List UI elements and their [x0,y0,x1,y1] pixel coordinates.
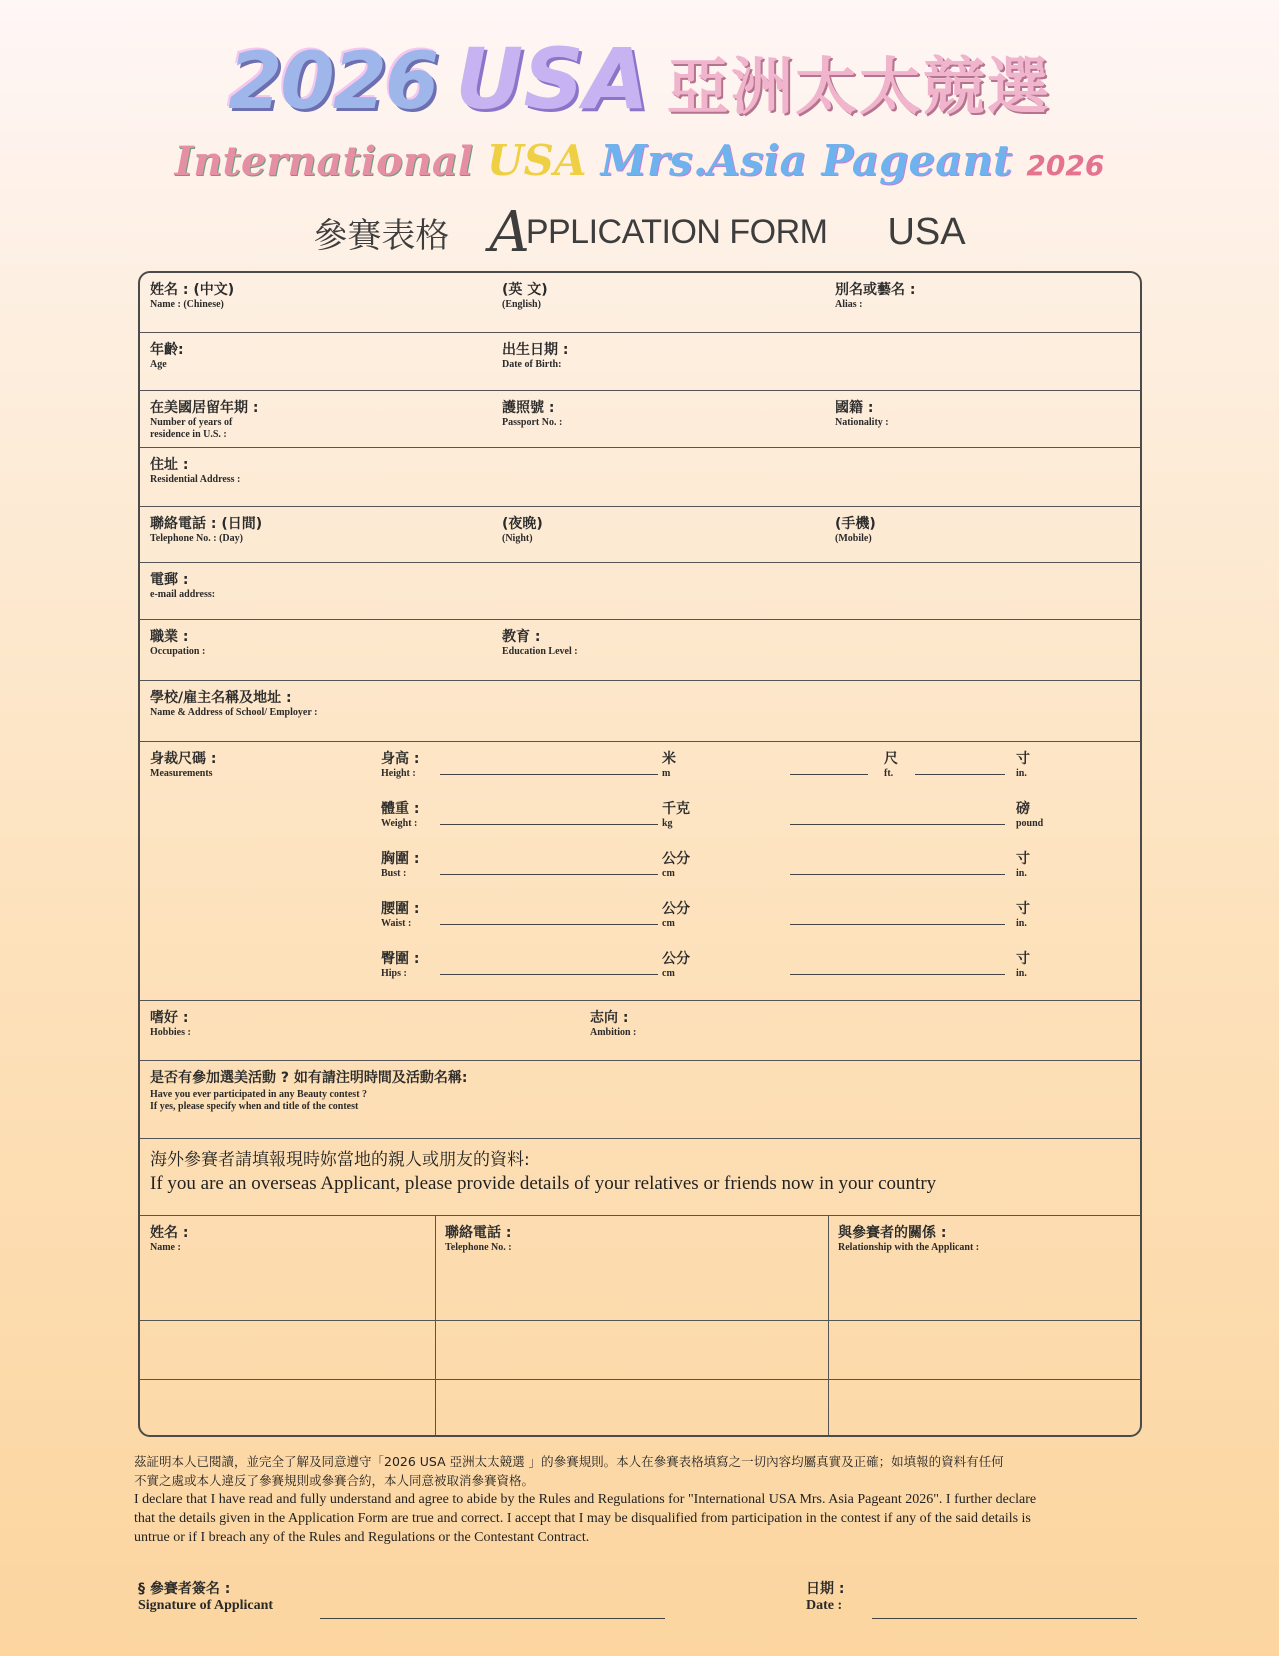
label-en: Height : [381,768,416,779]
label-cn: 尺 [884,751,898,767]
label-cn: 寸 [1016,751,1030,767]
measurement-feet-input[interactable] [790,774,868,775]
label-cn: 嗜好 : [150,1010,189,1026]
label-cn: 出生日期 : [502,342,569,358]
label-en: Bust : [381,868,407,879]
label-cn: 公分 [662,901,690,917]
measurement-unit-imperial [1016,748,1030,780]
label-cn: 米 [662,751,676,767]
label-cn: 是否有參加選美活動 ? 如有請注明時間及活動名稱: [150,1070,468,1086]
row-phone [140,507,1140,563]
date-line[interactable] [872,1618,1137,1619]
label-cn: 在美國居留年期 : [150,400,259,416]
measurement-unit-metric [662,898,690,930]
label-en: Ambition : [590,1027,637,1038]
label-cn: 身高 : [381,751,420,767]
label-en: (Night) [502,533,533,544]
label-en: (English) [502,299,541,310]
field-contact-name[interactable] [150,1222,188,1254]
label-cn: 職業 : [150,629,189,645]
label-cn: 住址 : [150,457,189,473]
label-en: Alias : [835,299,863,310]
label-cn: 臀圍 : [381,951,420,967]
declaration-en-line3: untrue or if I breach any of the Rules and Regulations or the Contestant Contract. [134,1530,590,1545]
application-form [138,271,1142,1437]
measurement-unit-imperial [1016,948,1030,980]
label-en: Residential Address : [150,474,241,485]
field-hobbies[interactable] [150,1007,191,1039]
declaration-cn-line2: 不實之處或本人違反了參賽規則或參賽合約，本人同意被取消參賽資格。 [134,1473,535,1488]
row-name [140,273,1140,333]
label-en: pound [1016,818,1044,829]
form-title-initial: A [489,199,530,265]
label-cn: 國籍 : [835,400,874,416]
measurement-unit-metric [662,848,690,880]
measurement-unit-feet [884,748,898,780]
label-cn: (夜晚) [502,516,543,532]
measurement-metric-input[interactable] [440,824,658,825]
measurement-imperial-input[interactable] [790,974,1005,975]
row-contact-header [140,1216,1140,1321]
label-cn: 寸 [1016,851,1030,867]
label-cn: 體重 : [381,801,420,817]
field-phone-night[interactable] [502,513,543,545]
measurement-row [140,948,1140,992]
label-en: cm [662,918,675,929]
field-name-english[interactable] [502,279,548,311]
label-cn: 姓名 : (中文) [150,282,235,298]
label-en: in. [1016,918,1027,929]
label-en: in. [1016,768,1027,779]
label-cn: 胸圍 : [381,851,420,867]
label-en: cm [662,968,675,979]
subtitle-pageant: Mrs.Asia Pageant [600,136,1013,185]
measurement-unit-metric [662,748,676,780]
measurement-imperial-input[interactable] [790,874,1005,875]
signature-line[interactable] [320,1618,665,1619]
measurement-metric-input[interactable] [440,974,658,975]
measurement-unit-metric [662,798,690,830]
label-cn: 公分 [662,951,690,967]
measurement-label [381,848,419,880]
row-residence [140,391,1140,448]
declaration [134,1452,1154,1547]
field-alias[interactable] [835,279,915,311]
page-header [0,30,1279,265]
measurement-label [381,898,419,930]
field-address[interactable] [150,454,240,486]
table-divider [435,1216,436,1435]
label-en: in. [1016,968,1027,979]
label-cn: 別名或藝名 : [835,282,916,298]
date-label [806,1578,844,1614]
label-en: Hips : [381,968,407,979]
label-cn: 學校/雇主名稱及地址 : [150,690,292,706]
field-school-employer[interactable] [150,687,317,719]
field-date-of-birth[interactable] [502,339,568,371]
label-cn: 聯絡電話 : (日間) [150,516,263,532]
measurement-unit-imperial [1016,848,1030,880]
label-cn: 教育 : [502,629,541,645]
label-en: Name : (Chinese) [150,299,224,310]
declaration-en-line1: I declare that I have read and fully understand and agree to abide by the Rules and Regulations for "International USA Mrs. Asia Pageant 2026". I further declare [134,1492,1037,1507]
declaration-cn-line1: 茲証明本人已閱讀，並完全了解及同意遵守「2026 USA 亞洲太太競選 」的參賽規則。本人在參賽表格填寫之一切內容均屬真實及正確；如填報的資料有任何 [134,1454,1004,1469]
label-en: Number of years of [150,417,233,428]
row-measurements [140,742,1140,1001]
label-en: Telephone No. : (Day) [150,533,243,544]
label-en: Age [150,359,167,370]
measurement-metric-input[interactable] [440,774,658,775]
label-cn: 電郵 : [150,572,189,588]
field-residence-years[interactable] [150,397,258,441]
label-cn: 寸 [1016,901,1030,917]
label-cn: 寸 [1016,951,1030,967]
field-ambition[interactable] [590,1007,636,1039]
label-cn: (手機) [835,516,876,532]
label-en: Waist : [381,918,412,929]
label-cn: 公分 [662,851,690,867]
label-en: Measurements [150,768,213,779]
label-en: cm [662,868,675,879]
form-title-chinese: 參賽表格 [313,215,450,256]
field-phone-day[interactable] [150,513,262,545]
row-pageant-experience [140,1061,1140,1139]
label-cn: 身裁尺碼 : [150,751,217,767]
overseas-note-chinese: 海外參賽者請填報現時妳當地的親人或朋友的資料: [150,1150,530,1170]
pageant-title [0,30,1279,130]
measurement-imperial-input[interactable] [790,924,1005,925]
measurement-label [381,948,419,980]
label-cn: 與參賽者的關係 : [838,1225,947,1241]
measurement-label [381,798,419,830]
measurement-metric-input[interactable] [440,874,658,875]
label-cn: 磅 [1016,801,1030,817]
measurement-unit-imperial [1016,898,1030,930]
label-en: kg [662,818,673,829]
date-label-cn: 日期 : [806,1581,845,1597]
form-title-english: PPLICATION FORM [525,212,828,251]
row-age [140,333,1140,391]
field-pageant-experience[interactable] [150,1067,467,1113]
contact-row-blank-2[interactable] [140,1380,1140,1437]
label-cn: 腰圍 : [381,901,420,917]
label-en: (Mobile) [835,533,872,544]
label-en: Nationality : [835,417,889,428]
label-en: Weight : [381,818,418,829]
label-en: Name : [150,1242,181,1253]
label-en: Hobbies : [150,1027,191,1038]
label-cn: 千克 [662,801,690,817]
measurement-unit-metric [662,948,690,980]
measurement-metric-input[interactable] [440,924,658,925]
label-cn: 志向 : [590,1010,629,1026]
label-en: Relationship with the Applicant : [838,1242,980,1253]
field-education[interactable] [502,626,578,658]
label-en: Date of Birth: [502,359,562,370]
row-email [140,563,1140,620]
label-en: Have you ever participated in any Beauty contest ? [150,1089,368,1100]
label-en: m [662,768,671,779]
signature-label-en: Signature of Applicant [138,1598,274,1613]
field-passport[interactable] [502,397,562,429]
pageant-subtitle [0,136,1279,194]
label-cn: 姓名 : [150,1225,189,1241]
field-email[interactable] [150,569,215,601]
subtitle-year: 2026 [1026,149,1105,182]
field-contact-relationship[interactable] [838,1222,979,1254]
measurement-row [140,848,1140,892]
label-en: Passport No. : [502,417,563,428]
title-chinese: 亞洲太太競選 [666,50,1051,123]
label-cn: 年齡: [150,342,184,358]
form-title [0,199,1279,265]
label-en: ft. [884,768,894,779]
measurement-row [140,748,1140,792]
label-cn: 護照號 : [502,400,555,416]
label-cn: 聯絡電話 : [445,1225,512,1241]
label-cn: (英 文) [502,282,548,298]
field-occupation[interactable] [150,626,205,658]
field-phone-mobile[interactable] [835,513,876,545]
field-age[interactable] [150,339,184,371]
label-en-line2: If yes, please specify when and title of the contest [150,1101,359,1112]
field-name-chinese[interactable] [150,279,234,311]
signature-label-cn: § 參賽者簽名 : [138,1581,231,1597]
contact-row-blank-1[interactable] [140,1321,1140,1380]
label-en-line2: residence in U.S. : [150,429,227,440]
signature-label [138,1578,273,1614]
measurement-unit-imperial [1016,798,1043,830]
field-nationality[interactable] [835,397,889,429]
declaration-en-line2: that the details given in the Application Form are true and correct. I accept that I may be disqualified from participation in the contest if any of the said details is [134,1511,1031,1526]
subtitle-international: International [174,138,474,185]
label-en: e-mail address: [150,589,216,600]
form-title-usa: USA [887,210,966,253]
row-occupation [140,620,1140,681]
measurement-imperial-input[interactable] [790,824,1005,825]
table-divider [828,1216,829,1435]
row-hobbies [140,1001,1140,1061]
subtitle-usa: USA [487,136,587,185]
row-address [140,448,1140,507]
measurement-inch-input[interactable] [915,774,1005,775]
overseas-note-english: If you are an overseas Applicant, please provide details of your relatives or friends now in your country [150,1173,937,1194]
label-en: Education Level : [502,646,578,657]
date-label-en: Date : [806,1598,843,1613]
measurement-label [381,748,419,780]
field-contact-phone[interactable] [445,1222,512,1254]
measurement-row [140,898,1140,942]
label-en: Telephone No. : [445,1242,512,1253]
label-en: in. [1016,868,1027,879]
label-en: Name & Address of School/ Employer : [150,707,318,718]
title-year: 2026 [228,37,438,127]
row-overseas-note [140,1139,1140,1216]
label-en: Occupation : [150,646,206,657]
title-usa: USA [455,30,649,128]
row-school [140,681,1140,742]
measurement-row [140,798,1140,842]
